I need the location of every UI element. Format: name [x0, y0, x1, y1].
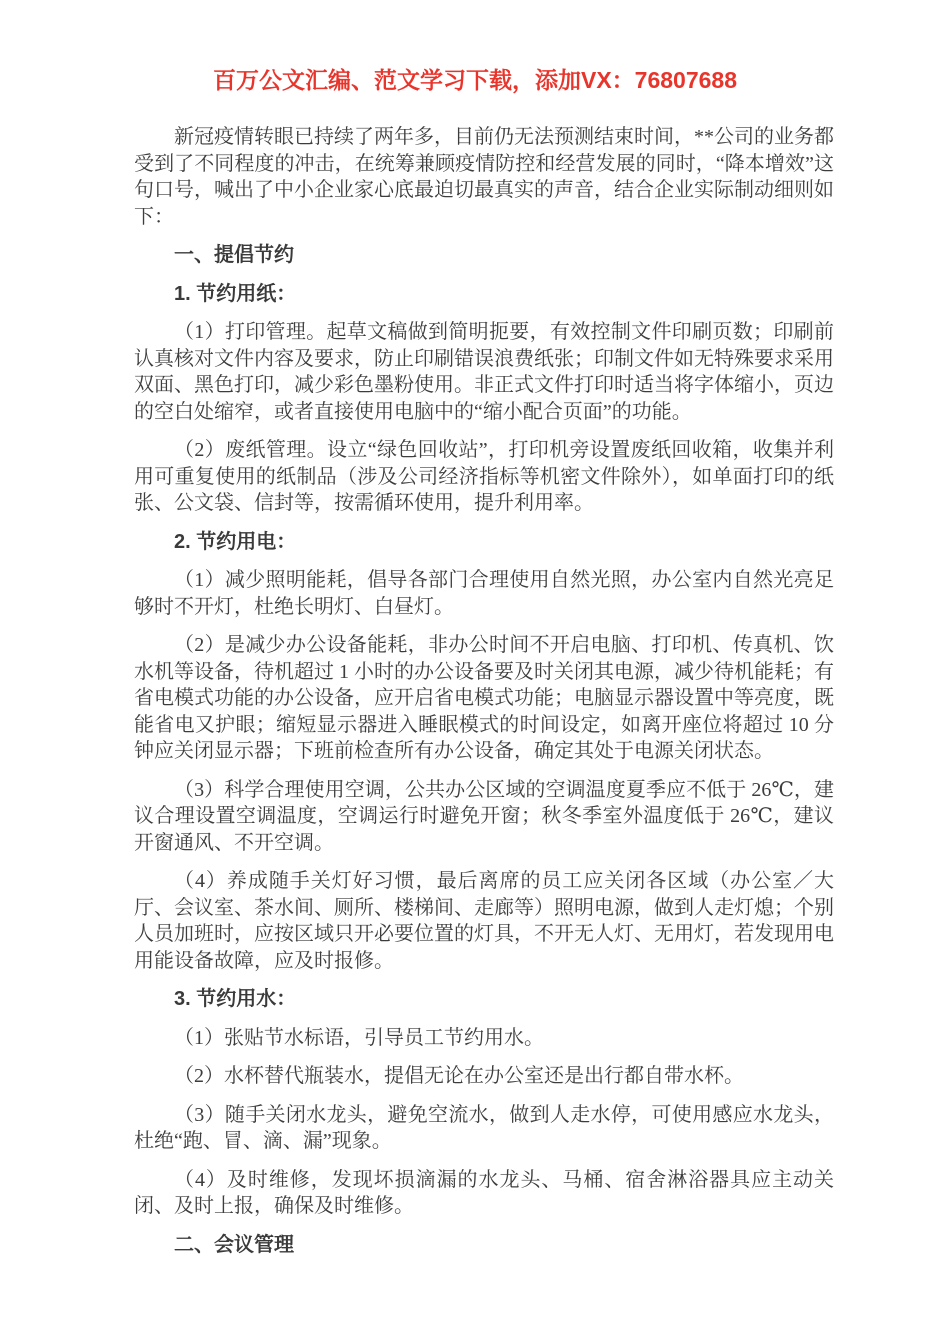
- subsection-heading-save-water: 3. 节约用水：: [174, 988, 297, 1010]
- section-heading-promote-saving: 一、提倡节约: [174, 244, 294, 266]
- subsection-heading-save-electricity: 2. 节约用电：: [174, 530, 297, 553]
- document-body: [134, 124, 834, 1258]
- paragraph-electricity-office-equipment: （2）是减少办公设备能耗，非办公时间不开启电脑、打印机、传真机、饮水机等设备，待机超过 1 小时的办公设备要及时关闭其电源，减少待机能耗；有省电模式功能的办公设备，应开启省电模式功能；电脑显示器设置中等亮度，既能省电又护眼；缩短显示器进入睡眠模式的时间设定，如离开座位将超过 10 分钟应关闭显示器；下班前检查所有办公设备，确定其处于电源关闭状态。: [134, 634, 834, 762]
- paragraph-water-repairs: （4）及时维修，发现坏损滴漏的水龙头、马桶、宿舍淋浴器具应主动关闭、及时上报，确保及时维修。: [134, 1168, 834, 1217]
- paragraph-water-taps: （3）随手关闭水龙头，避免空流水，做到人走水停，可使用感应水龙头，杜绝“跑、冒、滴、漏”现象。: [134, 1103, 834, 1152]
- paragraph-water-cups: （2）水杯替代瓶装水，提倡无论在办公室还是出行都自带水杯。: [174, 1065, 744, 1087]
- paragraph-paper-print-management: （1）打印管理。起草文稿做到简明扼要，有效控制文件印刷页数；印刷前认真核对文件内容及要求，防止印刷错误浪费纸张；印制文件如无特殊要求采用双面、黑色打印，减少彩色墨粉使用。非正式文件打印时适当将字体缩小，页边的空白处缩窄，或者直接使用电脑中的“缩小配合页面”的功能。: [134, 321, 834, 423]
- paragraph-electricity-lights-off-habit: （4）养成随手关灯好习惯，最后离席的员工应关闭各区域（办公室／大厅、会议室、茶水间、厕所、楼梯间、走廊等）照明电源，做到人走灯熄；个别人员加班时，应按区域只开必要位置的灯具，不开无人灯、无用灯，若发现用电用能设备故障，应及时报修。: [134, 870, 834, 972]
- subsection-heading-save-paper: 1. 节约用纸：: [174, 282, 297, 305]
- section-heading-meeting-management: 二、会议管理: [174, 1233, 294, 1256]
- promo-banner: 百万公文汇编、范文学习下载，添加VX：76807688: [212, 67, 737, 93]
- paragraph-electricity-air-conditioning: （3）科学合理使用空调，公共办公区域的空调温度夏季应不低于 26℃，建议合理设置空调温度，空调运行时避免开窗；秋冬季室外温度低于 26℃，建议开窗通风、不开空调。: [134, 778, 834, 854]
- paragraph-electricity-lighting: （1）减少照明能耗，倡导各部门合理使用自然光照，办公室内自然光亮足够时不开灯，杜绝长明灯、白昼灯。: [134, 569, 834, 618]
- paragraph-water-slogans: （1）张贴节水标语，引导员工节约用水。: [174, 1026, 544, 1049]
- intro-paragraph: 新冠疫情转眼已持续了两年多，目前仍无法预测结束时间，**公司的业务都受到了不同程度的冲击，在统筹兼顾疫情防控和经营发展的同时，“降本增效”这句口号，喊出了中小企业家心底最迫切最真实的声音，结合企业实际制动细则如下：: [134, 126, 834, 228]
- paragraph-paper-waste-management: （2）废纸管理。设立“绿色回收站”，打印机旁设置废纸回收箱，收集并利用可重复使用的纸制品（涉及公司经济指标等机密文件除外），如单面打印的纸张、公文袋、信封等，按需循环使用，提升利用率。: [134, 439, 834, 514]
